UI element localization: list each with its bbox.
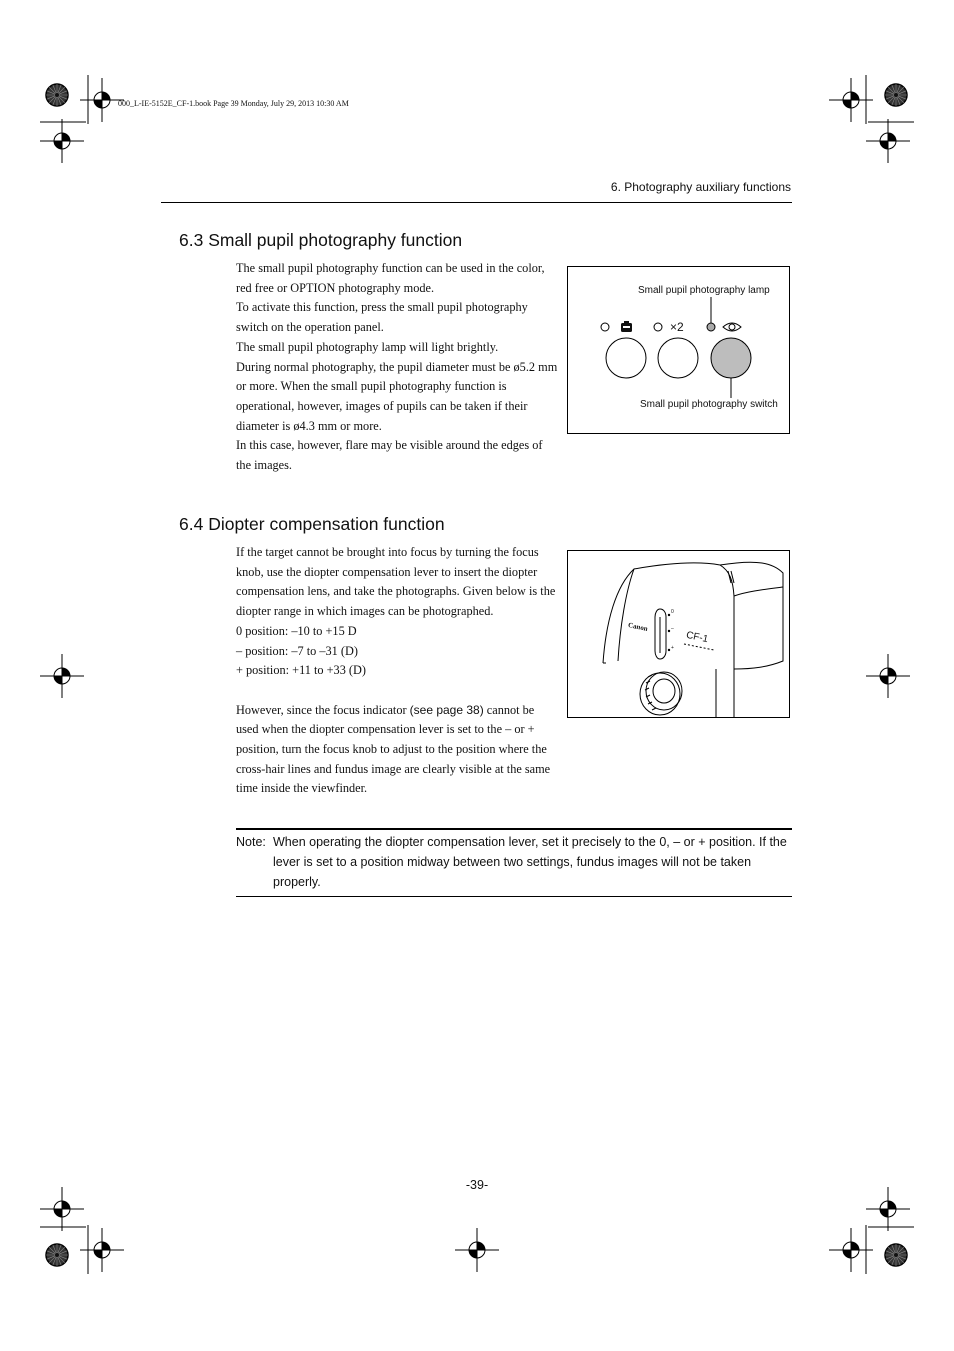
magnify-label: ×2 [670,320,684,334]
lever-mark-plus: + [671,645,674,651]
model-label: CF-1 [685,629,710,646]
paragraph: In this case, however, flare may be visible around the edges of the images. [236,438,543,473]
note-block [236,828,792,897]
lever-mark-zero: 0 [671,609,674,615]
file-info-slug: 000_L-IE-5152E_CF-1.book Page 39 Monday, July 29, 2013 10:30 AM [118,99,349,108]
diopter-range-minus: – position: –7 to –31 (D) [236,643,358,658]
camera-body-drawing [568,551,789,717]
color-mode-switch [606,338,646,378]
paragraph: The small pupil photography function can be used in the color, red free or OPTION photography mode. [236,261,545,295]
paragraph: The small pupil photography lamp will light brightly. [236,339,499,354]
small-pupil-switch [711,338,751,378]
section-6-4-body [236,543,558,799]
camera-body-figure [567,550,790,718]
however-text-start: However, since the focus indicator [236,702,410,717]
page-cross-reference: (see page 38) [409,702,484,717]
camera-icon [621,321,632,332]
color-mode-lamp [601,323,609,331]
spacer [236,681,558,701]
magnify-lamp [654,323,662,331]
lever-mark-minus: – [671,626,674,632]
note-text: When operating the diopter compensation lever, set it precisely to the 0, – or + position. If the lever is set to a position midway between two settings, fundus images will not be taken properly. [273,835,787,889]
switch-callout-label: Small pupil photography switch [640,399,778,410]
page-number: -39- [465,1178,489,1192]
operation-panel-figure [567,266,790,434]
eye-icon [723,323,741,331]
section-title-6-3: 6.3 Small pupil photography function [179,230,463,250]
paragraph: If the target cannot be brought into focus by turning the focus knob, use the diopter compensation lever to insert the diopter compensation lens, and take the photographs. Given below is the diopter range in which images can be photographed. [236,545,556,619]
section-title-6-4: 6.4 Diopter compensation function [179,514,445,534]
small-pupil-lamp [707,323,715,331]
lamp-callout-label: Small pupil photography lamp [638,285,770,296]
brand-logo-text: Canon [627,621,649,633]
magnify-switch [658,338,698,378]
diopter-range-plus: + position: +11 to +33 (D) [236,663,366,678]
diopter-range-zero: 0 position: –10 to +15 D [236,623,357,638]
paragraph: To activate this function, press the small pupil photography switch on the operation panel. [236,300,528,335]
however-text-end: cannot be used when the diopter compensation lever is set to the – or + position, turn the focus knob to adjust to the position where the cross-hair lines and fundus image are clearly visible at the same time inside the viewfinder. [236,702,551,796]
section-6-3-body [236,259,558,476]
running-head: 6. Photography auxiliary functions [610,180,791,194]
note-label: Note: [236,835,266,849]
paragraph: During normal photography, the pupil diameter must be ø5.2 mm or more. When the small pupil photography function is operational, however, images of pupils can be taken if their diameter is ø4.3 mm or more. [236,359,558,433]
paragraph [236,701,558,800]
header-rule [161,202,792,203]
